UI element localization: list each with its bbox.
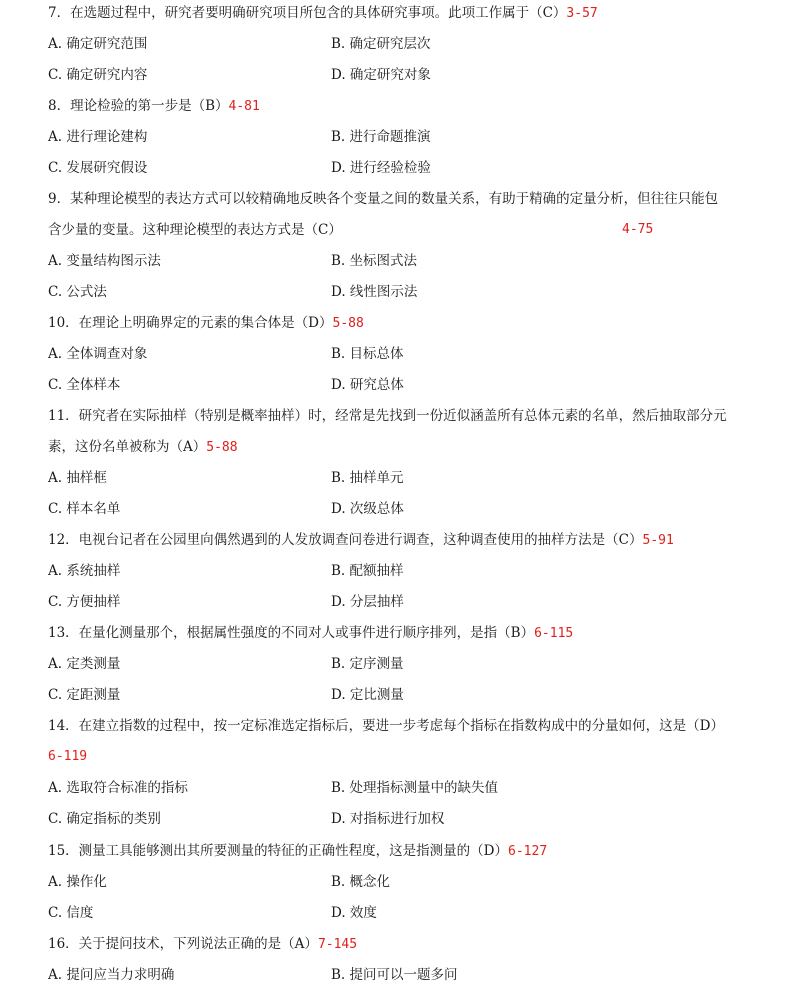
option-c: C. 信度 xyxy=(48,905,94,921)
option-c: C. 公式法 xyxy=(48,284,107,300)
option-d: D. 次级总体 xyxy=(331,501,404,517)
option-b: B. 抽样单元 xyxy=(331,470,404,486)
page-ref: 5-88 xyxy=(332,316,364,331)
question-8-stem: 8．理论检验的第一步是（B）4-81 xyxy=(48,98,260,114)
option-b: B. 配额抽样 xyxy=(331,563,404,579)
question-12-stem: 12．电视台记者在公园里向偶然遇到的人发放调查问卷进行调查，这种调查使用的抽样方法是（C）5-91 xyxy=(48,532,674,548)
option-a: A. 定类测量 xyxy=(48,656,121,672)
page-ref: 5-88 xyxy=(206,440,238,455)
option-a: A. 全体调查对象 xyxy=(48,346,148,362)
option-b: B. 目标总体 xyxy=(331,346,404,362)
page-ref: 4-81 xyxy=(228,99,260,114)
option-d: D. 进行经验检验 xyxy=(331,160,431,176)
option-a: A. 确定研究范围 xyxy=(48,36,148,52)
option-c: C. 确定研究内容 xyxy=(48,67,148,83)
option-c: C. 样本名单 xyxy=(48,501,121,517)
option-b: B. 定序测量 xyxy=(331,656,404,672)
page-ref: 3-57 xyxy=(566,6,598,21)
question-15-stem: 15．测量工具能够测出其所要测量的特征的正确性程度，这是指测量的（D）6-127 xyxy=(48,843,548,859)
question-11-stem-line1: 11．研究者在实际抽样（特别是概率抽样）时，经常是先找到一份近似涵盖所有总体元素的名单，然后抽取部分元 xyxy=(48,408,727,424)
question-10-stem: 10．在理论上明确界定的元素的集合体是（D）5-88 xyxy=(48,315,364,331)
question-13-stem: 13．在量化测量那个，根据属性强度的不同对人或事件进行顺序排列，是指（B）6-115 xyxy=(48,625,574,641)
option-a: A. 操作化 xyxy=(48,874,107,890)
option-d: D. 确定研究对象 xyxy=(331,67,431,83)
page-ref: 7-145 xyxy=(317,937,358,952)
option-d: D. 定比测量 xyxy=(331,687,404,703)
option-c: C. 定距测量 xyxy=(48,687,121,703)
option-a: A. 变量结构图示法 xyxy=(48,253,161,269)
question-14-stem: 14．在建立指数的过程中，按一定标准选定指标后，要进一步考虑每个指标在指数构成中的分量如何，这是（D） xyxy=(48,718,725,734)
option-a: A. 抽样框 xyxy=(48,470,107,486)
option-d: D. 研究总体 xyxy=(331,377,404,393)
page-ref: 6-115 xyxy=(534,626,574,641)
option-d: D. 效度 xyxy=(331,905,377,921)
question-9-stem-line1: 9．某种理论模型的表达方式可以较精确地反映各个变量之间的数量关系，有助于精确的定量分析，但往往只能包 xyxy=(48,191,719,207)
option-b: B. 处理指标测量中的缺失值 xyxy=(331,780,499,796)
option-c: C. 确定指标的类别 xyxy=(48,811,161,827)
page-ref: 5-91 xyxy=(642,533,674,548)
question-16-stem: 16．关于提问技术，下列说法正确的是（A）7-145 xyxy=(48,936,358,952)
option-c: C. 发展研究假设 xyxy=(48,160,148,176)
page-ref: 6-127 xyxy=(508,844,548,859)
page-ref: 6-119 xyxy=(48,749,88,764)
page-ref: 4-75 xyxy=(622,222,654,237)
option-b: B. 进行命题推演 xyxy=(331,129,431,145)
question-9-stem-line2: 含少量的变量。这种理论模型的表达方式是（C） xyxy=(48,222,342,238)
option-a: A. 系统抽样 xyxy=(48,563,121,579)
option-d: D. 对指标进行加权 xyxy=(331,811,445,827)
option-d: D. 分层抽样 xyxy=(331,594,404,610)
option-a: A. 提问应当力求明确 xyxy=(48,967,175,983)
option-a: A. 进行理论建构 xyxy=(48,129,148,145)
option-c: C. 全体样本 xyxy=(48,377,121,393)
option-c: C. 方便抽样 xyxy=(48,594,121,610)
option-b: B. 提问可以一题多问 xyxy=(331,967,458,983)
option-b: B. 坐标图式法 xyxy=(331,253,418,269)
question-7-stem: 7．在选题过程中，研究者要明确研究项目所包含的具体研究事项。此项工作属于（C）3-57 xyxy=(48,5,598,21)
option-b: B. 概念化 xyxy=(331,874,391,890)
option-b: B. 确定研究层次 xyxy=(331,36,431,52)
question-11-stem-line2: 素，这份名单被称为（A）5-88 xyxy=(48,439,238,455)
option-a: A. 选取符合标准的指标 xyxy=(48,780,188,796)
option-d: D. 线性图示法 xyxy=(331,284,418,300)
